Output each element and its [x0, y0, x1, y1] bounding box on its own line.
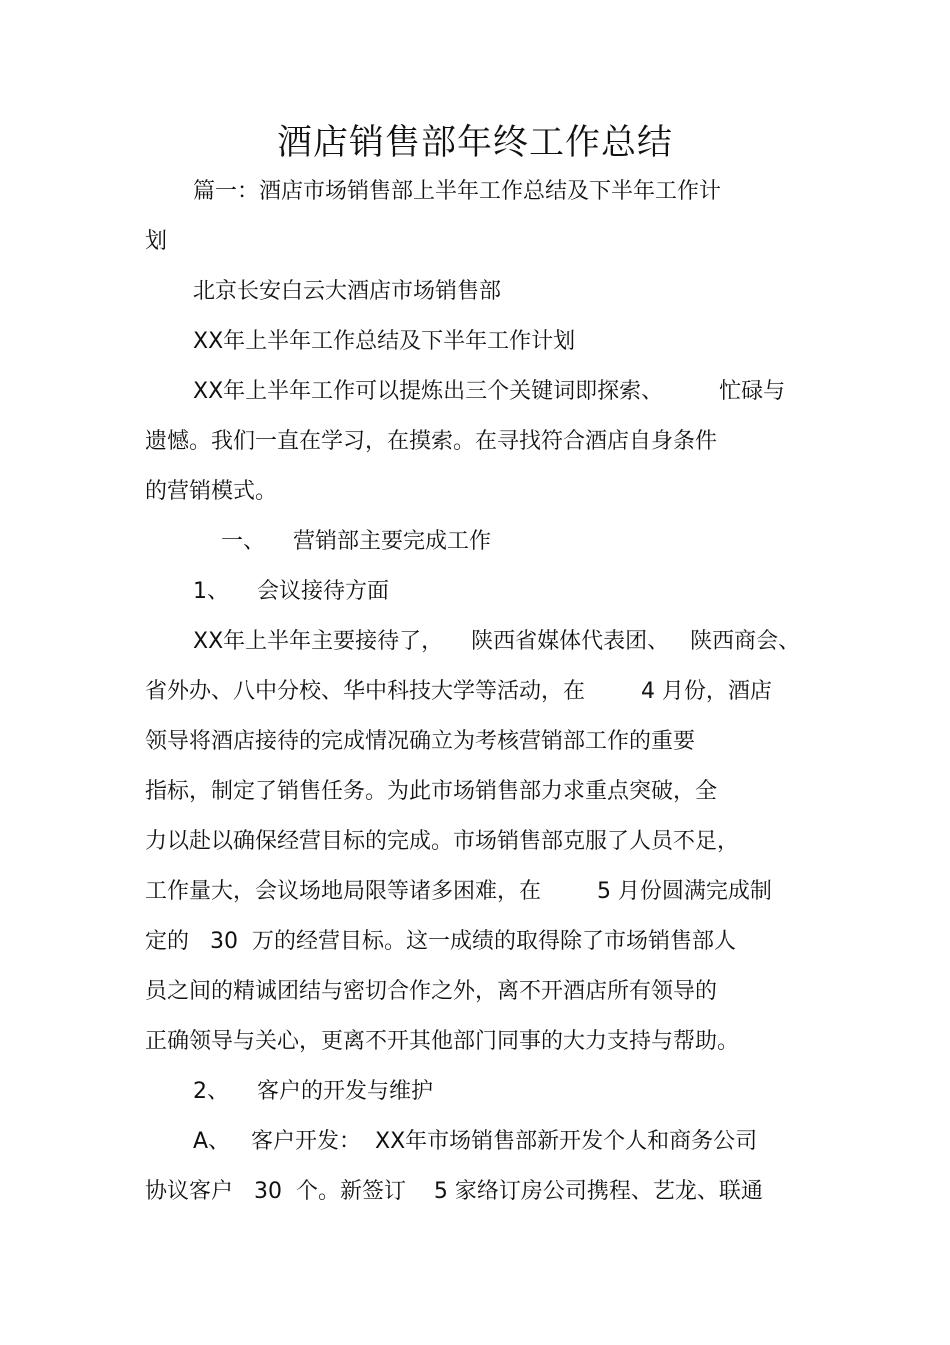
report-subtitle: XX年上半年工作总结及下半年工作计划 [193, 329, 576, 354]
subsection-heading: 2、 客户的开发与维护 [193, 1079, 433, 1104]
paragraph-line: 员之间的精诚团结与密切合作之外，离不开酒店所有领导的 [145, 979, 718, 1004]
paragraph-line: 定的 30 万的经营目标。这一成绩的取得除了市场销售部人 [145, 929, 736, 954]
paragraph-line: XX年上半年主要接待了， 陕西省媒体代表团、 陕西商会、 [193, 629, 801, 654]
paragraph-line: 工作量大，会议场地局限等诸多困难，在 5 月份圆满完成制 [145, 879, 772, 904]
paragraph-line: 力以赴以确保经营目标的完成。市场销售部克服了人员不足， [145, 829, 740, 854]
heading-part-one: 篇一：酒店市场销售部上半年工作总结及下半年工作计 [193, 179, 722, 204]
department-name: 北京长安白云大酒店市场销售部 [193, 279, 502, 304]
paragraph-line: 领导将酒店接待的完成情况确立为考核营销部工作的重要 [145, 729, 696, 754]
paragraph-line: XX年上半年工作可以提炼出三个关键词即探索、 忙碌与 [193, 379, 786, 404]
paragraph-line: 省外办、八中分校、华中科技大学等活动，在 4 月份，酒店 [145, 679, 772, 704]
document-title: 酒店销售部年终工作总结 [276, 123, 673, 163]
paragraph-line: A、 客户开发： XX年市场销售部新开发个人和商务公司 [193, 1129, 758, 1154]
paragraph-line: 遗憾。我们一直在学习，在摸索。在寻找符合酒店自身条件 [145, 429, 718, 454]
heading-part-one-continued: 划 [145, 229, 168, 254]
paragraph-line: 协议客户 30 个。新签订 5 家络订房公司携程、艺龙、联通 [145, 1179, 763, 1204]
paragraph-line: 正确领导与关心，更离不开其他部门同事的大力支持与帮助。 [145, 1029, 740, 1054]
paragraph-line: 指标，制定了销售任务。为此市场销售部力求重点突破，全 [145, 779, 718, 804]
section-heading: 一、 营销部主要完成工作 [221, 529, 491, 554]
paragraph-line: 的营销模式。 [145, 479, 278, 504]
subsection-heading: 1、 会议接待方面 [193, 579, 389, 604]
